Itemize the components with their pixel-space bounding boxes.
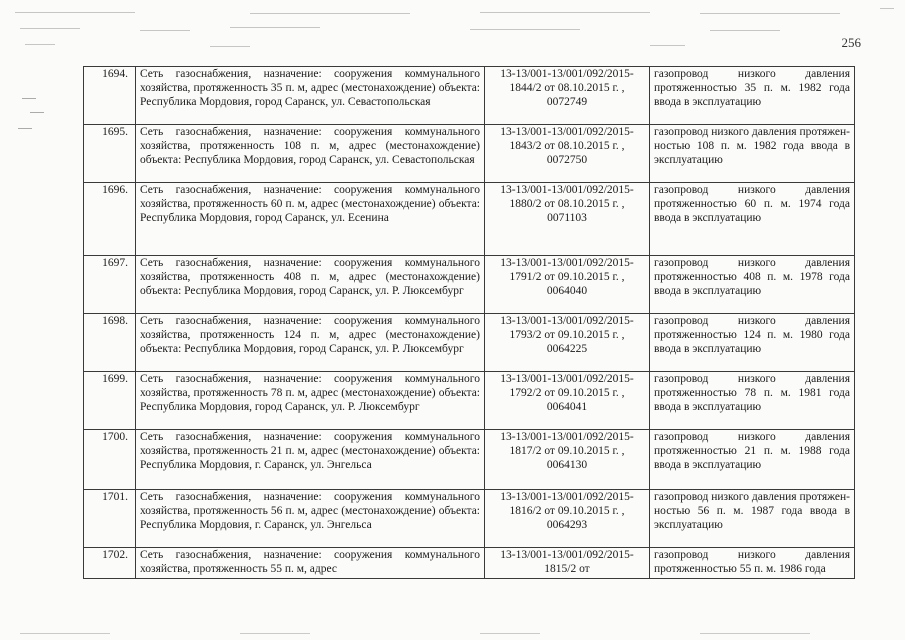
table-row — [84, 548, 855, 579]
row-number: 1694. — [84, 67, 136, 125]
scan-artifact — [15, 12, 135, 13]
margin-mark — [18, 128, 32, 129]
table-row — [84, 125, 855, 183]
scan-artifact — [230, 27, 320, 28]
object-note: газопровод низкого давления протяжен-ностью 108 п. м. 1982 года ввода в эксплуатацию — [650, 125, 855, 183]
object-description: Сеть газоснабжения, назначение: сооружения коммунального хозяйства, протяженность 78 п. м, адрес (местонахождение) объекта: Республика Мордовия, город Саранск, ул. Р. Люксембург — [136, 372, 485, 430]
margin-mark — [30, 112, 44, 113]
registration-record: 13-13/001-13/001/092/2015-1880/2 от 08.10.2015 г. , 0071103 — [485, 183, 650, 256]
row-number: 1695. — [84, 125, 136, 183]
table-row — [84, 372, 855, 430]
registration-record: 13-13/001-13/001/092/2015-1817/2 от 09.10.2015 г. , 0064130 — [485, 430, 650, 490]
object-note: газопровод низкого давления протяженностью 78 п. м. 1981 года ввода в эксплуатацию — [650, 372, 855, 430]
scan-artifact — [210, 46, 250, 47]
object-note: газопровод низкого давления протяженностью 124 п. м. 1980 года ввода в эксплуатацию — [650, 314, 855, 372]
page-number: 256 — [841, 35, 861, 50]
row-number: 1702. — [84, 548, 136, 579]
object-description: Сеть газоснабжения, назначение: сооружения коммунального хозяйства, протяженность 56 п. м, адрес (местонахождение) объекта: Республика Мордовия, г. Саранск, ул. Энгельса — [136, 490, 485, 548]
object-note: газопровод низкого давления протяженностью 21 п. м. 1988 года ввода в эксплуатацию — [650, 430, 855, 490]
object-description: Сеть газоснабжения, назначение: сооружения коммунального хозяйства, протяженность 108 п. м, адрес (местонахождение) объекта: Республика Мордовия, город Саранск, ул. Севастопольская — [136, 125, 485, 183]
row-number: 1696. — [84, 183, 136, 256]
registration-record: 13-13/001-13/001/092/2015-1844/2 от 08.10.2015 г. , 0072749 — [485, 67, 650, 125]
table-row — [84, 430, 855, 490]
object-description: Сеть газоснабжения, назначение: сооружения коммунального хозяйства, протяженность 60 п. м, адрес (местонахождение) объекта: Республика Мордовия, город Саранск, ул. Есенина — [136, 183, 485, 256]
margin-mark — [22, 98, 36, 99]
registration-record: 13-13/001-13/001/092/2015-1792/2 от 09.10.2015 г. , 0064041 — [485, 372, 650, 430]
row-number: 1697. — [84, 256, 136, 314]
table-row — [84, 67, 855, 125]
scan-artifact — [480, 633, 540, 634]
registration-record: 13-13/001-13/001/092/2015-1791/2 от 09.10.2015 г. , 0064040 — [485, 256, 650, 314]
object-note: газопровод низкого давления протяженностью 408 п. м. 1978 года ввода в эксплуатацию — [650, 256, 855, 314]
row-number: 1699. — [84, 372, 136, 430]
registration-record: 13-13/001-13/001/092/2015-1816/2 от 09.10.2015 г. , 0064293 — [485, 490, 650, 548]
registration-record: 13-13/001-13/001/092/2015-1843/2 от 08.10.2015 г. , 0072750 — [485, 125, 650, 183]
object-description: Сеть газоснабжения, назначение: сооружения коммунального хозяйства, протяженность 35 п. м, адрес (местонахождение) объекта: Республика Мордовия, город Саранск, ул. Севастопольская — [136, 67, 485, 125]
object-description: Сеть газоснабжения, назначение: сооружения коммунального хозяйства, протяженность 55 п. м, адрес — [136, 548, 485, 579]
row-number: 1700. — [84, 430, 136, 490]
scan-artifact — [250, 13, 410, 14]
registration-record: 13-13/001-13/001/092/2015-1793/2 от 09.10.2015 г. , 0064225 — [485, 314, 650, 372]
scan-artifact — [20, 633, 110, 634]
row-number: 1698. — [84, 314, 136, 372]
object-note: газопровод низкого давления протяжен-ностью 56 п. м. 1987 года ввода в эксплуатацию — [650, 490, 855, 548]
scan-artifact — [140, 30, 190, 31]
object-note: газопровод низкого давления протяженностью 55 п. м. 1986 года — [650, 548, 855, 579]
scan-artifact — [710, 30, 780, 31]
object-note: газопровод низкого давления протяженностью 35 п. м. 1982 года ввода в эксплуатацию — [650, 67, 855, 125]
object-note: газопровод низкого давления протяженностью 60 п. м. 1974 года ввода в эксплуатацию — [650, 183, 855, 256]
table-row — [84, 183, 855, 256]
scan-artifact — [650, 45, 685, 46]
table-row — [84, 314, 855, 372]
table-row — [84, 490, 855, 548]
object-description: Сеть газоснабжения, назначение: сооружения коммунального хозяйства, протяженность 21 п. м, адрес (местонахождение) объекта: Республика Мордовия, г. Саранск, ул. Энгельса — [136, 430, 485, 490]
scan-artifact — [20, 28, 80, 29]
scan-artifact — [880, 8, 894, 9]
registry-table — [83, 66, 855, 579]
table-row — [84, 256, 855, 314]
scan-artifact — [480, 12, 650, 13]
object-description: Сеть газоснабжения, назначение: сооружения коммунального хозяйства, протяженность 124 п. м, адрес (местонахождение) объекта: Республика Мордовия, город Саранск, ул. Р. Люксембург — [136, 314, 485, 372]
scan-artifact — [700, 13, 840, 14]
scan-artifact — [470, 29, 580, 30]
scan-artifact — [700, 633, 810, 634]
row-number: 1701. — [84, 490, 136, 548]
scan-artifact — [240, 633, 310, 634]
scan-artifact — [25, 44, 55, 45]
registration-record: 13-13/001-13/001/092/2015-1815/2 от — [485, 548, 650, 579]
object-description: Сеть газоснабжения, назначение: сооружения коммунального хозяйства, протяженность 408 п. м, адрес (местонахождение) объекта: Республика Мордовия, город Саранск, ул. Р. Люксембург — [136, 256, 485, 314]
